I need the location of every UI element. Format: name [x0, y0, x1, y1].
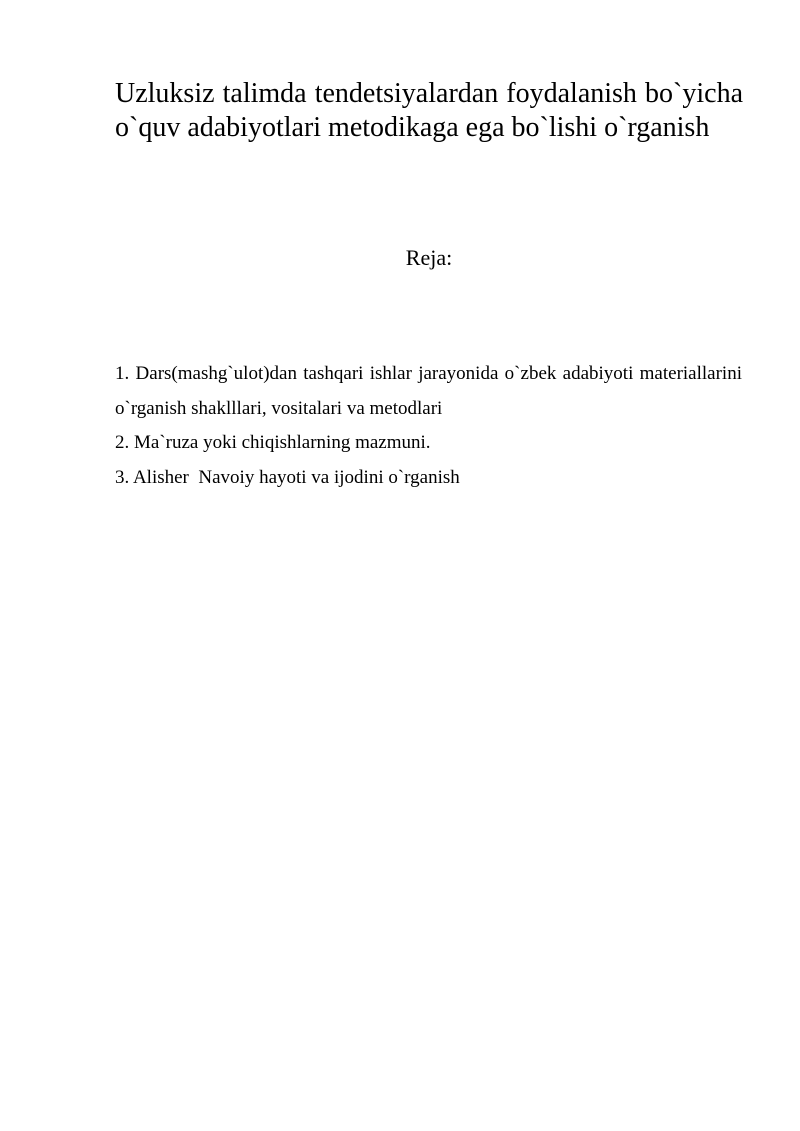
plan-item: 1. Dars(mashg`ulot)dan tashqari ishlar jarayonida o`zbek adabiyoti materiallarini o`rganish shaklllari, vositalari va metodlari	[115, 363, 742, 419]
plan-list	[115, 357, 742, 495]
document-title: Uzluksiz talimda tendetsiyalardan foydalanish bo`yicha o`quv adabiyotlari metodikaga ega bo`lishi o`rganish	[115, 78, 743, 143]
plan-item: 2. Ma`ruza yoki chiqishlarning mazmuni.	[115, 432, 431, 453]
plan-item: 3. Alisher Navoiy hayoti va ijodini o`rganish	[115, 466, 460, 488]
plan-heading: Reja:	[405, 245, 453, 270]
